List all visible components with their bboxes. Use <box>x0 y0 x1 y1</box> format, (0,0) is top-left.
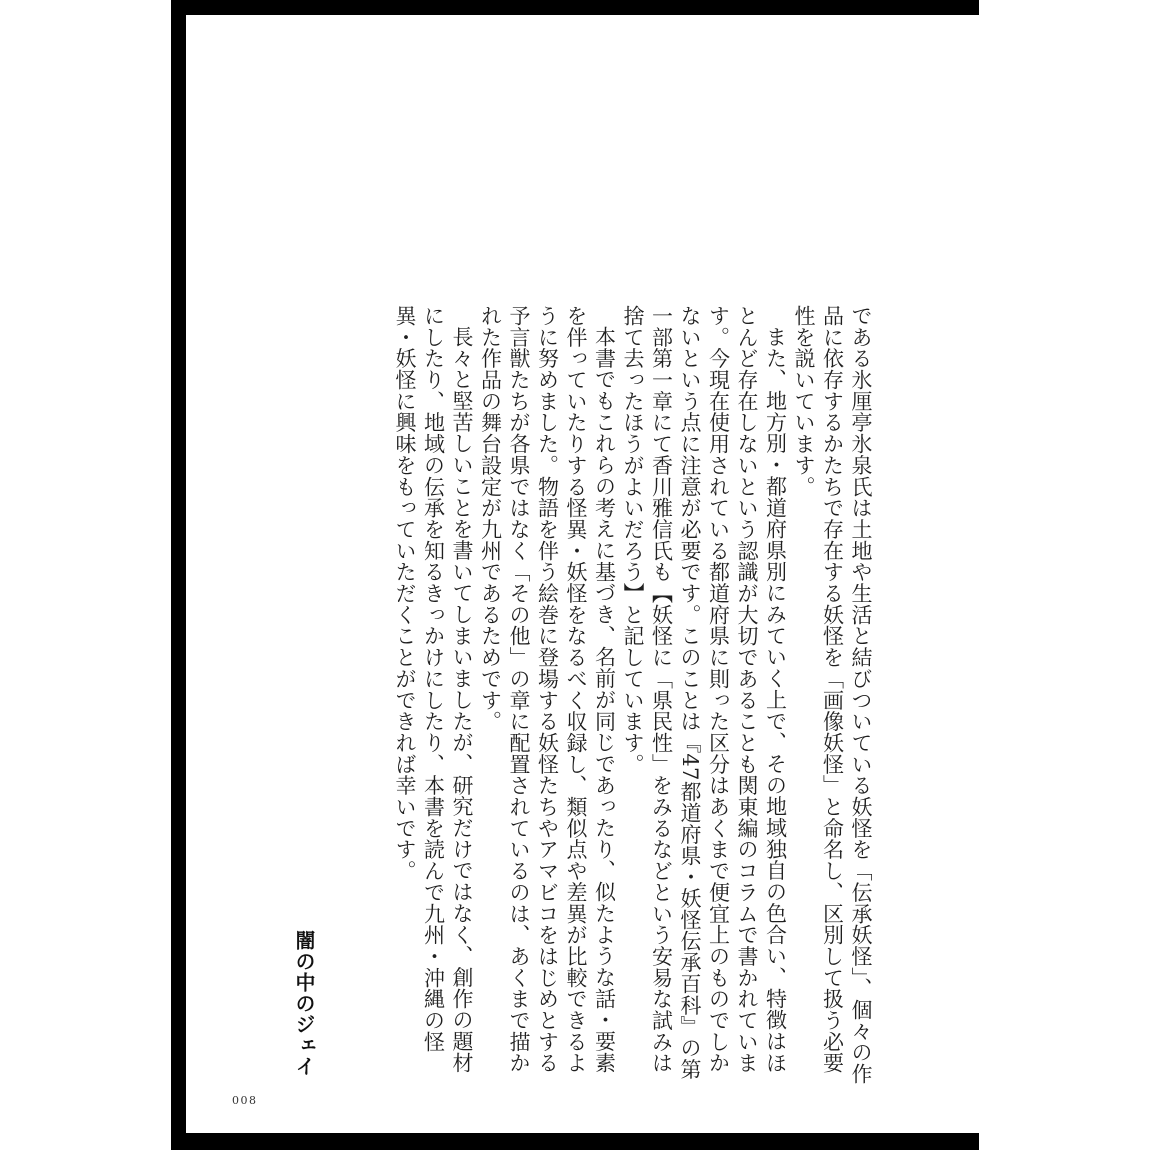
paragraph: 長々と堅苦しいことを書いてしまいましたが、研究だけではなく、創作の題材にしたり、地域の伝承を知るきっかけにしたり、本書を読んで九州・沖縄の怪異・妖怪に興味をもっていただくことができれば幸いです。 <box>393 305 474 1074</box>
paragraph: また、地方別・都道府県別にみていく上で、その地域独自の色合い、特徴はほとんど存在しないという認識が大切であることも関東編のコラムで書かれています。今現在使用されている都道府県に則った区分はあくまで便宜上のものでしかないという点に注意が必要です。このことは『47都道府県・妖怪伝承百科』の第一部第一章にて香川雅信氏も【妖怪に「県民性」をみるなどという安易な試みは捨て去ったほうがよいだろう】と記しています。 <box>621 305 788 1080</box>
body-text <box>355 305 875 1085</box>
author-signature: 闇の中のジェイ <box>292 930 316 1077</box>
frame-bottom-bar <box>171 1133 979 1150</box>
frame-left-bar <box>171 0 186 1150</box>
paragraph: である氷厘亭氷泉氏は土地や生活と結びついている妖怪を「伝承妖怪」、個々の作品に依存するかたちで存在する妖怪を「画像妖怪」と命名し、区別して扱う必要性を説いています。 <box>792 305 873 1085</box>
page-number: 008 <box>232 1094 258 1107</box>
paragraph: 本書でもこれらの考えに基づき、名前が同じであったり、似たような話・要素を伴っていたりする怪異・妖怪をなるべく収録し、類似点や差異が比較できるように努めました。物語を伴う絵巻に登場する妖怪たちやアマビコをはじめとする予言獣たちが各県ではなく「その他」の章に配置されているのは、あくまで描かれた作品の舞台設定が九州であるためです。 <box>478 305 617 1074</box>
frame-top-bar <box>171 0 979 15</box>
